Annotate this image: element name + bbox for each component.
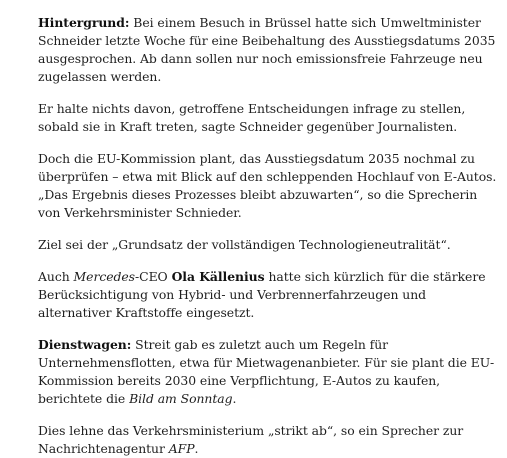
paragraph-company-cars [38,336,497,408]
paragraph-text: Bei einem Besuch in Brüssel hatte sich Umweltminister Schneider letzte Woche für eine Beibehaltung des Ausstiegsdatums 2035 ausgesprochen. Ab dann sollen nur noch emissionsfreie Fahrzeuge neu zugelassen werden. [38,15,496,84]
source-name: Bild am Sonntag [129,391,233,406]
person-name: Ola Källenius [171,269,265,284]
paragraph-text: Dies lehne das Verkehrsministerium „strikt ab“, so ein Sprecher zur Nachrichtenagentur [38,423,464,456]
paragraph-text: Er halte nichts davon, getroffene Entscheidungen infrage zu stellen, sobald sie in Kraft treten, sagte Schneider gegenüber Journalisten. [38,101,466,134]
paragraph-mercedes-ceo [38,268,497,322]
paragraph-text-mid: -CEO [135,269,172,284]
paragraph-text: hatte sich kürzlich für die stärkere Berücksichtigung von Hybrid- und Verbrennerfahrzeugen und alternativer Kraftstoffe eingesetzt. [38,269,486,320]
paragraph-end: . [232,391,237,406]
paragraph-background [38,14,497,86]
paragraph-ministry-rejection [38,422,497,458]
lead-label-background: Hintergrund: [38,15,130,30]
agency-name: AFP [168,441,195,456]
paragraph-eu-commission [38,150,497,222]
paragraph-quote-schneider [38,100,497,136]
paragraph-text: Doch die EU-Kommission plant, das Ausstiegsdatum 2035 nochmal zu überprüfen – etwa mit Blick auf den schleppenden Hochlauf von E-Autos. „Das Ergebnis dieses Prozesses bleibt abzuwarten“, so die Sprecherin von Verkehrsminister Schnieder. [38,151,497,220]
paragraph-text-pre: Auch [38,269,74,284]
paragraph-end: . [194,441,199,456]
company-name: Mercedes [73,269,135,284]
paragraph-technology-neutrality [38,236,497,254]
paragraph-text: Streit gab es zuletzt auch um Regeln für Unternehmensflotten, etwa für Mietwagenanbieter. Für sie plant die EU-Kommission bereits 2030 eine Verpflichtung, E-Autos zu kaufen, berichtete die [38,337,495,406]
paragraph-text: Ziel sei der „Grundsatz der vollständigen Technologieneutralität“. [38,237,451,252]
lead-label-company-cars: Dienstwagen: [38,337,132,352]
